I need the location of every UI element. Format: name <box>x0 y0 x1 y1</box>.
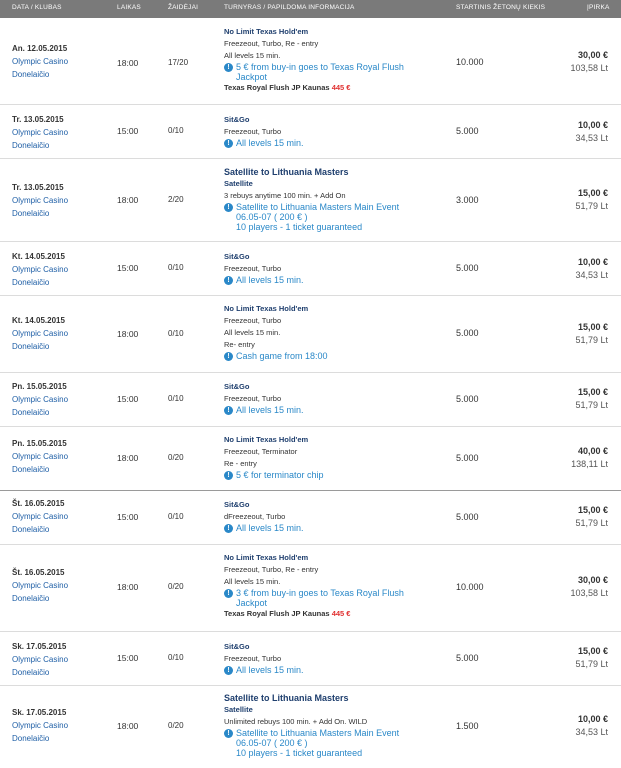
jackpot-label: Texas Royal Flush JP Kaunas <box>224 609 330 618</box>
club-address[interactable]: Donelaičio <box>12 342 50 351</box>
club-link[interactable]: Olympic Casino <box>12 581 69 590</box>
row-stack: 5.000 <box>456 328 479 338</box>
row-info <box>224 641 454 675</box>
buyin-eur: 10,00 € <box>577 120 608 130</box>
table-row[interactable] <box>0 105 621 159</box>
row-players: 0/20 <box>168 453 184 462</box>
table-row[interactable] <box>0 427 621 491</box>
club-link[interactable]: Olympic Casino <box>12 721 69 730</box>
jackpot-value: 445 € <box>331 609 351 618</box>
tournament-format: dFreezeout, Turbo <box>224 512 286 521</box>
row-time: 18:00 <box>117 582 139 592</box>
row-stack: 5.000 <box>456 653 479 663</box>
info-note <box>224 588 454 608</box>
note-line: 10 players - 1 ticket guaranteed <box>236 222 363 232</box>
buyin-eur: 30,00 € <box>577 50 608 60</box>
tournament-format: Freezeout, Turbo, Re - entry <box>224 565 319 574</box>
table-row[interactable] <box>0 686 621 768</box>
info-icon: ! <box>224 139 233 148</box>
info-note <box>224 351 454 361</box>
row-players: 17/20 <box>168 58 189 67</box>
table-row[interactable] <box>0 373 621 427</box>
row-time: 18:00 <box>117 195 139 205</box>
info-note <box>224 728 454 758</box>
info-icon: ! <box>224 203 233 212</box>
tournament-title[interactable]: Satellite to Lithuania Masters <box>224 167 349 177</box>
tournament-subtitle: Satellite <box>224 179 253 188</box>
tournament-title[interactable]: Sit&Go <box>224 252 250 261</box>
col-date-header: DATA / KLUBAS <box>12 4 62 11</box>
tournament-title[interactable]: Satellite to Lithuania Masters <box>224 693 349 703</box>
note-line: All levels 15 min. <box>236 138 304 148</box>
info-icon: ! <box>224 666 233 675</box>
note-line: 5 € from buy-in goes to Texas Royal Flush <box>236 62 404 72</box>
club-link[interactable]: Olympic Casino <box>12 512 69 521</box>
table-row[interactable] <box>0 491 621 545</box>
info-note <box>224 275 454 285</box>
tournament-format: Unlimited rebuys 100 min. + Add On. WILD <box>224 717 368 726</box>
club-address[interactable]: Donelaičio <box>12 278 50 287</box>
row-players: 0/20 <box>168 721 184 730</box>
buyin-lt: 51,79 Lt <box>575 518 608 528</box>
club-link[interactable]: Olympic Casino <box>12 128 69 137</box>
row-date: Pn. 15.05.2015 <box>12 439 67 448</box>
club-address[interactable]: Donelaičio <box>12 734 50 743</box>
note-line: 10 players - 1 ticket guaranteed <box>236 748 363 758</box>
tournament-title[interactable]: Sit&Go <box>224 382 250 391</box>
info-icon: ! <box>224 63 233 72</box>
row-info <box>224 434 454 480</box>
club-link[interactable]: Olympic Casino <box>12 265 69 274</box>
club-link[interactable]: Olympic Casino <box>12 329 69 338</box>
club-address[interactable]: Donelaičio <box>12 70 50 79</box>
info-note <box>224 523 454 533</box>
tournament-format: 3 rebuys anytime 100 min. + Add On <box>224 191 346 200</box>
row-info <box>224 114 454 148</box>
info-note <box>224 138 454 148</box>
tournament-title[interactable]: No Limit Texas Hold'em <box>224 304 309 313</box>
row-players: 0/10 <box>168 126 184 135</box>
info-icon: ! <box>224 276 233 285</box>
buyin-eur: 15,00 € <box>577 322 608 332</box>
buyin-eur: 15,00 € <box>577 505 608 515</box>
buyin-eur: 15,00 € <box>577 188 608 198</box>
buyin-lt: 34,53 Lt <box>575 270 608 280</box>
club-link[interactable]: Olympic Casino <box>12 57 69 66</box>
note-line: Cash game from 18:00 <box>236 351 328 361</box>
info-icon: ! <box>224 524 233 533</box>
row-info <box>224 303 454 361</box>
jackpot-line <box>224 608 454 620</box>
buyin-lt: 51,79 Lt <box>575 400 608 410</box>
row-time: 18:00 <box>117 721 139 731</box>
row-time: 15:00 <box>117 263 139 273</box>
row-time: 18:00 <box>117 58 139 68</box>
buyin-eur: 30,00 € <box>577 575 608 585</box>
row-date: Tr. 13.05.2015 <box>12 115 64 124</box>
buyin-lt: 51,79 Lt <box>575 201 608 211</box>
tournament-format: Freezeout, Turbo <box>224 264 282 273</box>
tournament-format: Freezeout, Turbo <box>224 127 282 136</box>
row-date: Sk. 17.05.2015 <box>12 708 67 717</box>
note-line: 06.05-07 ( 200 € ) <box>236 738 308 748</box>
info-icon: ! <box>224 406 233 415</box>
row-players: 0/10 <box>168 653 184 662</box>
note-line: All levels 15 min. <box>236 405 304 415</box>
table-row[interactable] <box>0 296 621 373</box>
tournament-format: Freezeout, Turbo <box>224 316 282 325</box>
row-stack: 5.000 <box>456 126 479 136</box>
jackpot-value: 445 € <box>331 83 351 92</box>
col-time-header: LAIKAS <box>117 4 141 11</box>
club-link[interactable]: Olympic Casino <box>12 452 69 461</box>
row-info <box>224 251 454 285</box>
row-stack: 5.000 <box>456 263 479 273</box>
note-line: Jackpot <box>236 598 268 608</box>
row-time: 18:00 <box>117 329 139 339</box>
note-line: Jackpot <box>236 72 268 82</box>
tournament-title[interactable]: Sit&Go <box>224 642 250 651</box>
row-stack: 3.000 <box>456 195 479 205</box>
jackpot-label: Texas Royal Flush JP Kaunas <box>224 83 330 92</box>
col-stack-header: STARTINIS ŽETONŲ KIEKIS <box>456 4 546 11</box>
info-note <box>224 405 454 415</box>
tournament-reentry: Re - entry <box>224 459 257 468</box>
row-info <box>224 381 454 415</box>
buyin-lt: 138,11 Lt <box>571 459 608 469</box>
buyin-lt: 51,79 Lt <box>575 659 608 669</box>
row-time: 18:00 <box>117 453 139 463</box>
row-info <box>224 692 454 758</box>
info-icon: ! <box>224 471 233 480</box>
club-address[interactable]: Donelaičio <box>12 408 50 417</box>
info-note <box>224 470 454 480</box>
club-address[interactable]: Donelaičio <box>12 209 50 218</box>
club-link[interactable]: Olympic Casino <box>12 395 69 404</box>
row-time: 15:00 <box>117 653 139 663</box>
buyin-eur: 40,00 € <box>577 446 608 456</box>
info-icon: ! <box>224 589 233 598</box>
buyin-lt: 103,58 Lt <box>570 63 608 73</box>
table-row[interactable] <box>0 545 621 632</box>
note-line: Satellite to Lithuania Masters Main Event <box>236 728 400 738</box>
row-stack: 10.000 <box>456 57 484 67</box>
row-players: 0/20 <box>168 582 184 591</box>
club-address[interactable]: Donelaičio <box>12 141 50 150</box>
tournament-format: Freezeout, Turbo <box>224 394 282 403</box>
buyin-eur: 15,00 € <box>577 387 608 397</box>
tournament-title[interactable]: No Limit Texas Hold'em <box>224 435 309 444</box>
row-players: 0/10 <box>168 512 184 521</box>
row-date: Sk. 17.05.2015 <box>12 642 67 651</box>
row-date: Št. 16.05.2015 <box>12 568 65 577</box>
info-icon: ! <box>224 352 233 361</box>
tournament-subtitle: Satellite <box>224 705 253 714</box>
tournament-title[interactable]: Sit&Go <box>224 115 250 124</box>
note-line: 5 € for terminator chip <box>236 470 324 480</box>
table-header <box>0 0 621 18</box>
tournament-format: Freezeout, Turbo <box>224 654 282 663</box>
club-address[interactable]: Donelaičio <box>12 668 50 677</box>
note-line: All levels 15 min. <box>236 275 304 285</box>
row-stack: 5.000 <box>456 512 479 522</box>
tournament-levels: All levels 15 min. <box>224 577 281 586</box>
club-address[interactable]: Donelaičio <box>12 594 50 603</box>
tournament-title[interactable]: Sit&Go <box>224 500 250 509</box>
row-players: 0/10 <box>168 394 184 403</box>
table-row[interactable] <box>0 632 621 686</box>
tournament-title[interactable]: No Limit Texas Hold'em <box>224 553 309 562</box>
club-link[interactable]: Olympic Casino <box>12 655 69 664</box>
club-link[interactable]: Olympic Casino <box>12 196 69 205</box>
tournament-reentry: Re- entry <box>224 340 255 349</box>
row-players: 2/20 <box>168 195 184 204</box>
jackpot-line <box>224 82 454 94</box>
note-line: Satellite to Lithuania Masters Main Event <box>236 202 400 212</box>
row-date: Št. 16.05.2015 <box>12 499 65 508</box>
col-players-header: ŽAIDĖJAI <box>168 4 199 11</box>
row-info <box>224 26 454 94</box>
tournament-levels: All levels 15 min. <box>224 328 281 337</box>
row-stack: 5.000 <box>456 453 479 463</box>
row-time: 15:00 <box>117 126 139 136</box>
row-players: 0/10 <box>168 329 184 338</box>
tournament-format: Freezeout, Terminator <box>224 447 298 456</box>
buyin-lt: 34,53 Lt <box>575 727 608 737</box>
tournament-title[interactable]: No Limit Texas Hold'em <box>224 27 309 36</box>
row-date: Pn. 15.05.2015 <box>12 382 67 391</box>
buyin-lt: 34,53 Lt <box>575 133 608 143</box>
info-note <box>224 665 454 675</box>
row-players: 0/10 <box>168 263 184 272</box>
table-row[interactable] <box>0 18 621 105</box>
row-time: 15:00 <box>117 394 139 404</box>
row-date: Tr. 13.05.2015 <box>12 183 64 192</box>
col-buyin-header: ĮPIRKA <box>587 4 610 11</box>
row-time: 15:00 <box>117 512 139 522</box>
buyin-eur: 10,00 € <box>577 257 608 267</box>
club-address[interactable]: Donelaičio <box>12 525 50 534</box>
table-row[interactable] <box>0 159 621 242</box>
info-icon: ! <box>224 729 233 738</box>
table-row[interactable] <box>0 242 621 296</box>
club-address[interactable]: Donelaičio <box>12 465 50 474</box>
row-date: An. 12.05.2015 <box>12 44 68 53</box>
note-line: 06.05-07 ( 200 € ) <box>236 212 308 222</box>
info-note <box>224 62 454 82</box>
note-line: 3 € from buy-in goes to Texas Royal Flush <box>236 588 404 598</box>
buyin-lt: 103,58 Lt <box>570 588 608 598</box>
row-date: Kt. 14.05.2015 <box>12 316 65 325</box>
buyin-eur: 15,00 € <box>577 646 608 656</box>
tournament-format: Freezeout, Turbo, Re - entry <box>224 39 319 48</box>
buyin-eur: 10,00 € <box>577 714 608 724</box>
buyin-lt: 51,79 Lt <box>575 335 608 345</box>
row-stack: 1.500 <box>456 721 479 731</box>
row-info <box>224 499 454 533</box>
tournament-levels: All levels 15 min. <box>224 51 281 60</box>
col-info-header: TURNYRAS / PAPILDOMA INFORMACIJA <box>224 4 355 11</box>
row-stack: 10.000 <box>456 582 484 592</box>
info-note <box>224 202 454 232</box>
row-info <box>224 166 454 232</box>
row-date: Kt. 14.05.2015 <box>12 252 65 261</box>
row-stack: 5.000 <box>456 394 479 404</box>
row-info <box>224 552 454 620</box>
note-line: All levels 15 min. <box>236 523 304 533</box>
note-line: All levels 15 min. <box>236 665 304 675</box>
